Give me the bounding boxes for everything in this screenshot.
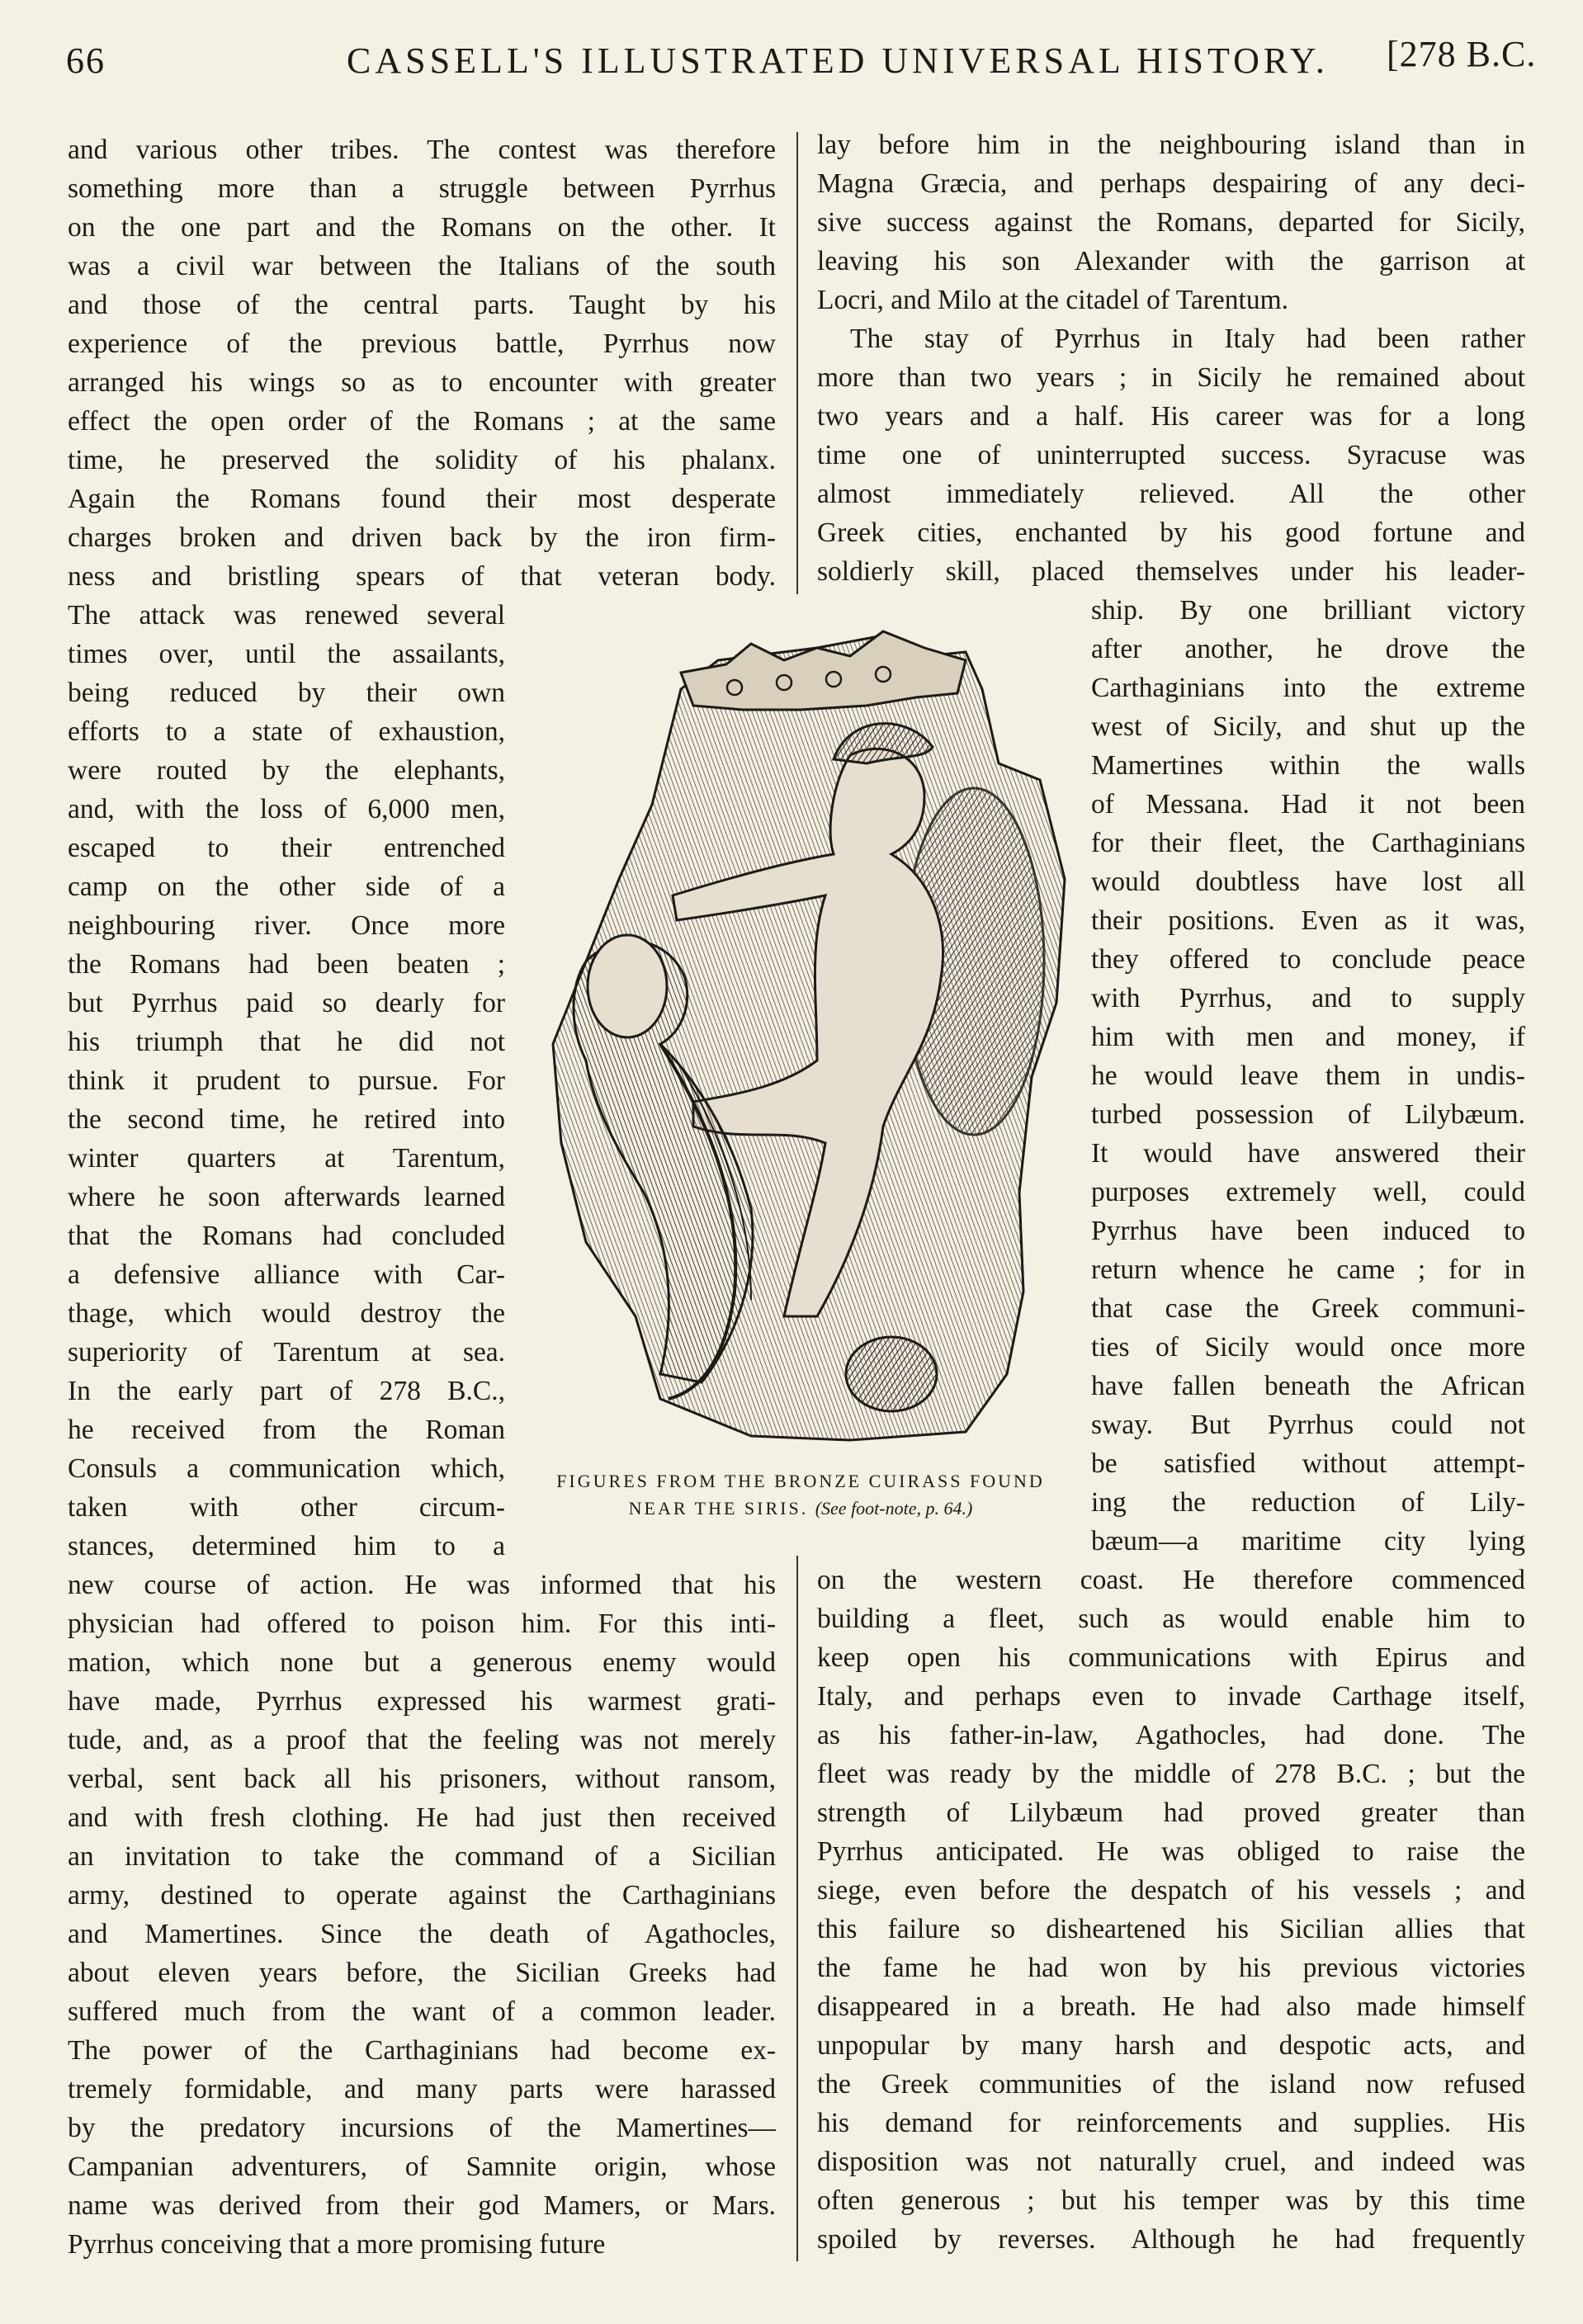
text-line: new course of action. He was informed that his	[68, 1570, 776, 1600]
text-line: times over, until the assailants,	[68, 639, 505, 669]
fallen-figure-head	[588, 935, 667, 1037]
text-line: Consuls a communication which,	[68, 1453, 505, 1484]
text-line: a defensive alliance with Car-	[68, 1259, 505, 1290]
text-line: disappeared in a breath. He had also made himself	[817, 1991, 1525, 2022]
text-line: and with fresh clothing. He had just then received	[68, 1802, 776, 1833]
text-line: camp on the other side of a	[68, 872, 505, 902]
text-line: on the western coast. He therefore commenced	[817, 1565, 1525, 1595]
text-line: often generous ; but his temper was by this time	[817, 2185, 1525, 2216]
text-line: an invitation to take the command of a Sicilian	[68, 1841, 776, 1872]
caption-line-1: FIGURES FROM THE BRONZE CUIRASS FOUND	[556, 1471, 1045, 1491]
lower-head	[846, 1337, 937, 1411]
text-line: neighbouring river. Once more	[68, 910, 505, 941]
text-line: ship. By one brilliant victory	[1091, 595, 1525, 626]
text-line: more than two years ; in Sicily he remained about	[817, 362, 1525, 393]
text-line: west of Sicily, and shut up the	[1091, 711, 1525, 742]
text-line: fleet was ready by the middle of 278 B.C. ; but the	[817, 1759, 1525, 1789]
text-line: about eleven years before, the Sicilian Greeks had	[68, 1958, 776, 1988]
text-line: purposes extremely well, could	[1091, 1177, 1525, 1207]
text-line: sway. But Pyrrhus could not	[1091, 1410, 1525, 1440]
text-line: his triumph that he did not	[68, 1027, 505, 1057]
text-line: have made, Pyrrhus expressed his warmest grati-	[68, 1686, 776, 1717]
text-line: Magna Græcia, and perhaps despairing of any deci-	[817, 168, 1525, 199]
text-line: turbed possession of Lilybæum.	[1091, 1099, 1525, 1130]
text-line: Greek cities, enchanted by his good fortune and	[817, 517, 1525, 548]
caption-line-2: NEAR THE SIRIS.	[628, 1498, 809, 1519]
text-line: experience of the previous battle, Pyrrhus now	[68, 328, 776, 359]
text-line: this failure so disheartened his Sicilian allies that	[817, 1914, 1525, 1944]
text-line: suffered much from the want of a common leader.	[68, 1996, 776, 2027]
text-line: would doubtless have lost all	[1091, 867, 1525, 897]
text-line: being reduced by their own	[68, 678, 505, 708]
text-line: The attack was renewed several	[68, 600, 505, 631]
text-line: superiority of Tarentum at sea.	[68, 1337, 505, 1367]
text-line: he would leave them in undis-	[1091, 1060, 1525, 1091]
text-line: strength of Lilybæum had proved greater than	[817, 1797, 1525, 1828]
text-line: stances, determined him to a	[68, 1531, 505, 1561]
text-line: return whence he came ; for in	[1091, 1254, 1525, 1285]
text-line: the Romans had been beaten ;	[68, 949, 505, 980]
text-line: spoiled by reverses. Although he had frequently	[817, 2224, 1525, 2255]
text-line: Pyrrhus conceiving that a more promising future	[68, 2229, 606, 2260]
text-line: bæum—a maritime city lying	[1091, 1526, 1525, 1556]
text-line: Again the Romans found their most desperate	[68, 484, 776, 514]
text-line: thage, which would destroy the	[68, 1298, 505, 1329]
text-line: sive success against the Romans, departed for Sicily,	[817, 207, 1525, 238]
text-line: were routed by the elephants,	[68, 755, 505, 786]
text-line: ties of Sicily would once more	[1091, 1332, 1525, 1363]
text-line: arranged his wings so as to encounter with greater	[68, 367, 776, 398]
text-line: escaped to their entrenched	[68, 833, 505, 863]
text-line: Campanian adventurers, of Samnite origin, whose	[68, 2152, 776, 2182]
text-line: where he soon afterwards learned	[68, 1182, 505, 1212]
text-line: and Mamertines. Since the death of Agathocles,	[68, 1919, 776, 1949]
text-line: tude, and, as a proof that the feeling was not merely	[68, 1725, 776, 1755]
text-line: unpopular by many harsh and despotic acts, and	[817, 2030, 1525, 2061]
text-line: by the predatory incursions of the Mamertines—	[68, 2113, 776, 2143]
text-line: soldierly skill, placed themselves under his leader-	[817, 556, 1525, 587]
text-line: the fame he had won by his previous victories	[817, 1953, 1525, 1983]
text-line: something more than a struggle between Pyrrhus	[68, 173, 776, 204]
text-line: time one of uninterrupted success. Syracuse was	[817, 440, 1525, 470]
text-line: be satisfied without attempt-	[1091, 1448, 1525, 1479]
text-line: keep open his communications with Epirus and	[817, 1642, 1525, 1673]
column-rule	[796, 132, 798, 594]
engraving-figure	[536, 615, 1073, 1448]
text-line: ness and bristling spears of that veteran body.	[68, 561, 776, 592]
text-line: the second time, he retired into	[68, 1104, 505, 1135]
text-line: tremely formidable, and many parts were harassed	[68, 2074, 776, 2104]
text-line: his demand for reinforcements and supplies. His	[817, 2108, 1525, 2138]
text-line: charges broken and driven back by the iron firm-	[68, 522, 776, 553]
text-line: think it prudent to pursue. For	[68, 1065, 505, 1096]
text-line: taken with other circum-	[68, 1492, 505, 1523]
text-line: the Greek communities of the island now refused	[817, 2069, 1525, 2100]
text-line: of Messana. Had it not been	[1091, 789, 1525, 820]
bronze-cuirass-illustration	[536, 615, 1073, 1448]
text-line: on the one part and the Romans on the other. It	[68, 212, 776, 243]
text-line: they offered to conclude peace	[1091, 944, 1525, 975]
text-line: The stay of Pyrrhus in Italy had been rather	[850, 324, 1525, 354]
text-line: but Pyrrhus paid so dearly for	[68, 988, 505, 1018]
text-line: with Pyrrhus, and to supply	[1091, 983, 1525, 1013]
text-line: have fallen beneath the African	[1091, 1371, 1525, 1401]
text-line: physician had offered to poison him. For this inti-	[68, 1608, 776, 1639]
text-line: two years and a half. His career was for a long	[817, 401, 1525, 432]
running-header	[0, 0, 1583, 107]
text-line: that case the Greek communi-	[1091, 1293, 1525, 1324]
figure-caption-line2	[569, 1498, 1032, 1519]
text-line: It would have answered their	[1091, 1138, 1525, 1169]
text-line: In the early part of 278 B.C.,	[68, 1376, 505, 1406]
running-title: CASSELL'S ILLUSTRATED UNIVERSAL HISTORY.	[347, 40, 1329, 81]
column-rule	[796, 1556, 798, 2261]
text-line: efforts to a state of exhaustion,	[68, 716, 505, 747]
text-line: Italy, and perhaps even to invade Carthage itself,	[817, 1681, 1525, 1712]
text-line: Carthaginians into the extreme	[1091, 673, 1525, 703]
text-line: their positions. Even as it was,	[1091, 905, 1525, 936]
text-line: disposition was not naturally cruel, and indeed was	[817, 2147, 1525, 2177]
text-line: as his father-in-law, Agathocles, had done. The	[817, 1720, 1525, 1750]
text-line: was a civil war between the Italians of the south	[68, 251, 776, 281]
text-line: army, destined to operate against the Carthaginians	[68, 1880, 776, 1911]
text-line: siege, even before the despatch of his vessels ; and	[817, 1875, 1525, 1906]
figure-caption	[545, 1471, 1056, 1492]
text-line: almost immediately relieved. All the other	[817, 479, 1525, 509]
text-line: leaving his son Alexander with the garrison at	[817, 246, 1525, 276]
text-line: verbal, sent back all his prisoners, without ransom,	[68, 1764, 776, 1794]
text-line: winter quarters at Tarentum,	[68, 1143, 505, 1174]
text-line: The power of the Carthaginians had become ex-	[68, 2035, 776, 2066]
text-line: name was derived from their god Mamers, or Mars.	[68, 2190, 776, 2221]
text-line: Locri, and Milo at the citadel of Tarentum.	[817, 285, 1289, 315]
text-line: Pyrrhus anticipated. He was obliged to raise the	[817, 1836, 1525, 1867]
caption-reference: (See foot-note, p. 64.)	[815, 1498, 973, 1519]
text-line: ing the reduction of Lily-	[1091, 1487, 1525, 1518]
text-line: him with men and money, if	[1091, 1022, 1525, 1052]
text-line: after another, he drove the	[1091, 634, 1525, 664]
text-line: and various other tribes. The contest was therefore	[68, 135, 776, 165]
text-line: and those of the central parts. Taught by his	[68, 290, 776, 320]
page-number: 66	[66, 40, 106, 81]
text-line: and, with the loss of 6,000 men,	[68, 794, 505, 824]
text-line: mation, which none but a generous enemy would	[68, 1647, 776, 1678]
text-line: building a fleet, such as would enable him to	[817, 1604, 1525, 1634]
date-marker: [278 B.C.	[1387, 34, 1537, 74]
text-line: Pyrrhus have been induced to	[1091, 1216, 1525, 1246]
text-line: effect the open order of the Romans ; at the same	[68, 406, 776, 437]
text-line: that the Romans had concluded	[68, 1221, 505, 1251]
text-line: Mamertines within the walls	[1091, 750, 1525, 781]
text-line: lay before him in the neighbouring island than in	[817, 130, 1525, 160]
text-line: for their fleet, the Carthaginians	[1091, 828, 1525, 858]
text-line: time, he preserved the solidity of his phalanx.	[68, 445, 776, 475]
text-line: he received from the Roman	[68, 1415, 505, 1445]
